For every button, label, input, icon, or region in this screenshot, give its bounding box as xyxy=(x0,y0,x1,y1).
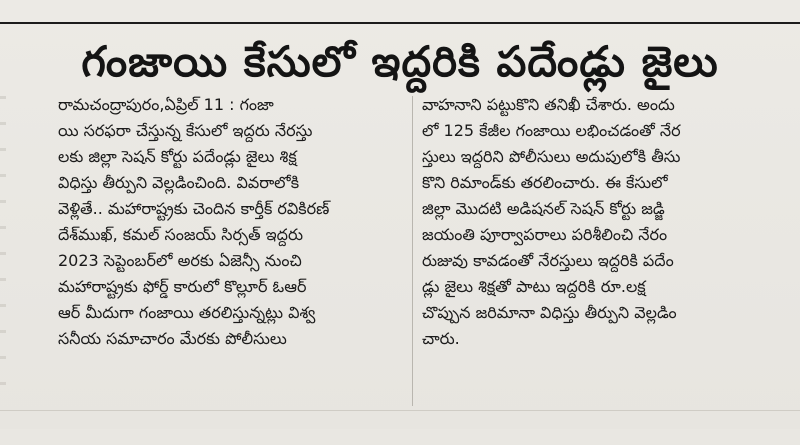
left-margin-marks xyxy=(0,96,6,396)
article-line: చొప్పున జరిమానా విధిస్తు తీర్పుని వెల్లడిం xyxy=(422,303,677,322)
article-line: లకు జిల్లా సెషన్ కోర్టు పదేండ్లు జైలు శిక్ష xyxy=(58,147,297,166)
article-line: మహారాష్ట్రకు ఫోర్డ్ కారులో కొల్లూర్ ఓఆర్ xyxy=(58,277,307,296)
article-line: జిల్లా మొదటి అడిషనల్ సెషన్ కోర్టు జడ్జి xyxy=(422,199,665,218)
article-line: లో 125 కేజీల గంజాయి లభించడంతో నేర xyxy=(422,121,681,140)
column-divider xyxy=(412,96,413,406)
cropped-text-bottom xyxy=(0,435,800,445)
article-line: రుజువు కావడంతో నేరస్తులు ఇద్దరికి పదేం xyxy=(422,251,674,270)
article-line: సనీయ సమాచారం మేరకు పోలీసులు xyxy=(58,329,287,348)
article-line: ఆర్ మీదుగా గంజాయి తరలిస్తున్నట్లు విశ్వ xyxy=(58,303,316,322)
article-line: రామచంద్రాపురం,ఏప్రిల్ 11 : గంజా xyxy=(58,95,274,114)
bottom-rule xyxy=(0,410,800,411)
article-line: 2023 సెప్టెంబర్‌లో అరకు ఏజెన్సీ నుంచి xyxy=(58,251,302,270)
article-line: యి సరఫరా చేస్తున్న కేసులో ఇద్దరు నేరస్తు xyxy=(58,121,313,140)
article-line: జయంతి పూర్వాపరాలు పరిశీలించి నేరం xyxy=(422,225,668,244)
article-line: వెళ్లితే.. మహారాష్ట్రకు చెందిన కార్తీక్ రవికిరణ్ xyxy=(58,199,330,218)
article-column-right xyxy=(422,92,770,352)
article-line: దేశ్‌ముఖ్, కమల్ సంజయ్ సిర్సత్ ఇద్దరు xyxy=(58,225,303,244)
article-line: డ్లు జైలు శిక్షతో పాటు ఇద్దరికి రూ.లక్ష xyxy=(422,277,646,296)
top-rule xyxy=(0,22,800,24)
article-line: కొని రిమాండ్‌కు తరలించారు. ఈ కేసులో xyxy=(422,173,668,192)
article-line: స్తులు ఇద్దరిని పోలీసులు అదుపులోకి తీసు xyxy=(422,147,681,166)
article-line: విధిస్తు తీర్పుని వెల్లడించింది. వివరాలోకి xyxy=(58,173,300,192)
article-line: వాహనాని పట్టుకొని తనిఖీ చేశారు. అందు xyxy=(422,95,675,114)
article-headline: గంజాయి కేసులో ఇద్దరికి పదేండ్లు జైలు xyxy=(81,37,719,86)
article-line: చారు. xyxy=(422,329,460,348)
article-column-left xyxy=(58,92,408,352)
